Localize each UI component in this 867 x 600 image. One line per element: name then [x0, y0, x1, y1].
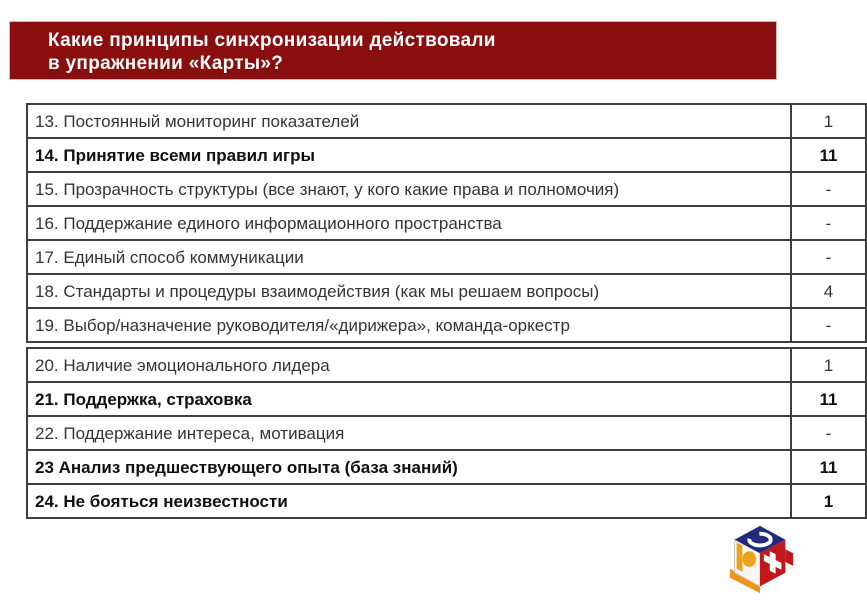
cube-logo-icon	[726, 523, 794, 599]
row-value: 11	[791, 138, 866, 172]
row-value: 4	[791, 274, 866, 308]
row-label: 14. Принятие всеми правил игры	[27, 138, 791, 172]
table-row	[27, 416, 866, 450]
principles-table-bottom	[26, 347, 867, 519]
table-row	[27, 104, 866, 138]
row-value: -	[791, 172, 866, 206]
row-value: -	[791, 416, 866, 450]
table-row	[27, 382, 866, 416]
principles-table-wrap	[26, 103, 838, 519]
row-value: 1	[791, 348, 866, 382]
row-value: 1	[791, 104, 866, 138]
row-label: 24. Не бояться неизвестности	[27, 484, 791, 518]
table-row	[27, 484, 866, 518]
row-label: 23 Анализ предшествующего опыта (база знаний)	[27, 450, 791, 484]
row-label: 13. Постоянный мониторинг показателей	[27, 104, 791, 138]
slide-title-bar	[10, 22, 776, 79]
row-value: 11	[791, 450, 866, 484]
row-value: -	[791, 206, 866, 240]
row-label: 21. Поддержка, страховка	[27, 382, 791, 416]
table-row	[27, 274, 866, 308]
table-row	[27, 138, 866, 172]
table-row	[27, 348, 866, 382]
row-label: 17. Единый способ коммуникации	[27, 240, 791, 274]
row-value: -	[791, 308, 866, 342]
row-label: 15. Прозрачность структуры (все знают, у кого какие права и полномочия)	[27, 172, 791, 206]
table-row	[27, 240, 866, 274]
row-label: 19. Выбор/назначение руководителя/«дирижера», команда-оркестр	[27, 308, 791, 342]
table-row	[27, 172, 866, 206]
slide-title-line2: в упражнении «Карты»?	[48, 53, 284, 74]
row-label: 16. Поддержание единого информационного пространства	[27, 206, 791, 240]
table-row	[27, 308, 866, 342]
row-value: 11	[791, 382, 866, 416]
slide-title-line1: Какие принципы синхронизации действовали	[48, 30, 496, 51]
row-label: 20. Наличие эмоционального лидера	[27, 348, 791, 382]
table-row	[27, 206, 866, 240]
principles-table-top	[26, 103, 867, 343]
row-value: 1	[791, 484, 866, 518]
row-label: 22. Поддержание интереса, мотивация	[27, 416, 791, 450]
row-label: 18. Стандарты и процедуры взаимодействия (как мы решаем вопросы)	[27, 274, 791, 308]
table-row	[27, 450, 866, 484]
row-value: -	[791, 240, 866, 274]
